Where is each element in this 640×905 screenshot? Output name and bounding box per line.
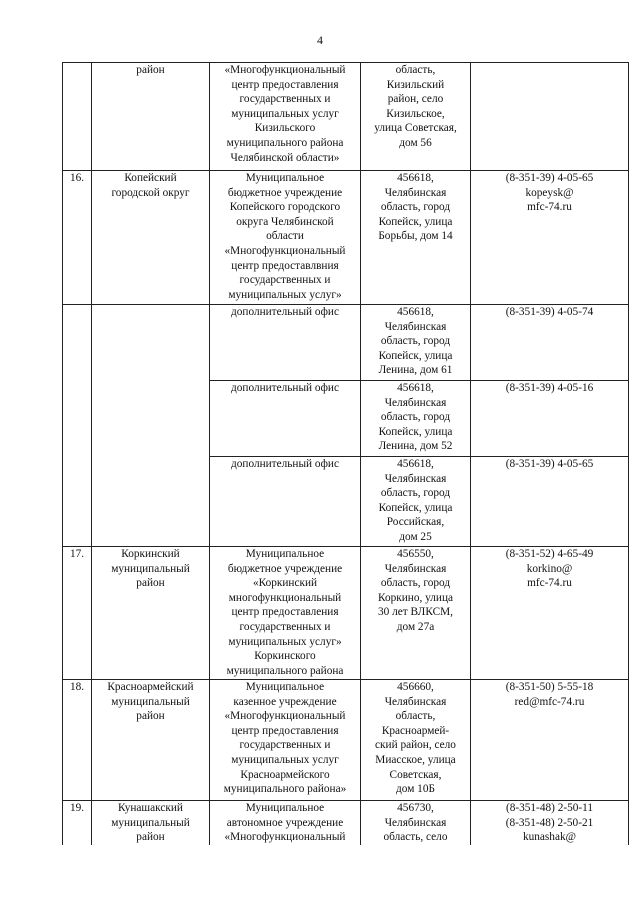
address: 456550, Челябинская область, город Коркино, улица 30 лет ВЛКСМ, дом 27а (361, 547, 471, 680)
organization-name: дополнительный офис (210, 457, 361, 547)
district-name (92, 381, 210, 457)
contact-info (471, 63, 629, 171)
table-row (63, 305, 629, 381)
organization-name: Муниципальное автономное учреждение «Многофункциональный (210, 801, 361, 845)
address: область, Кизильский район, село Кизильское, улица Советская, дом 56 (361, 63, 471, 171)
row-number: 16. (63, 171, 92, 305)
table-row (63, 381, 629, 457)
organization-name: Муниципальное бюджетное учреждение «Коркинский многофункциональный центр предоставления государственных и муниципальных услуг» Коркинского муниципального района (210, 547, 361, 680)
mfc-registry-table (62, 62, 629, 845)
contact-info: (8-351-52) 4-65-49 korkino@ mfc-74.ru (471, 547, 629, 680)
contact-info: (8-351-39) 4-05-65 (471, 457, 629, 547)
address: 456660, Челябинская область, Красноармей- ский район, село Миасское, улица Советская, дом 10Б (361, 680, 471, 801)
contact-info: (8-351-50) 5-55-18 red@mfc-74.ru (471, 680, 629, 801)
table-row (63, 171, 629, 305)
district-name: Кунашакский муниципальный район (92, 801, 210, 845)
table-row (63, 457, 629, 547)
organization-name: «Многофункциональный центр предоставления государственных и муниципальных услуг Кизильского муниципального района Челябинской области» (210, 63, 361, 171)
address: 456730, Челябинская область, село (361, 801, 471, 845)
district-name: Копейский городской округ (92, 171, 210, 305)
district-name (92, 305, 210, 381)
organization-name: Муниципальное казенное учреждение «Многофункциональный центр предоставления государственных и муниципальных услуг Красноармейского муниципального района» (210, 680, 361, 801)
organization-name: Муниципальное бюджетное учреждение Копейского городского округа Челябинской области «Многофункциональный центр предоставлвния государственных и муниципальных услуг» (210, 171, 361, 305)
address: 456618, Челябинская область, город Копейск, улица Ленина, дом 52 (361, 381, 471, 457)
row-number (63, 305, 92, 381)
row-number (63, 381, 92, 457)
row-number (63, 63, 92, 171)
district-name: Красноармейский муниципальный район (92, 680, 210, 801)
row-number (63, 457, 92, 547)
table-row (63, 63, 629, 171)
contact-info: (8-351-39) 4-05-16 (471, 381, 629, 457)
row-number: 19. (63, 801, 92, 845)
row-number: 18. (63, 680, 92, 801)
address: 456618, Челябинская область, город Копейск, улица Российская, дом 25 (361, 457, 471, 547)
table-row (63, 801, 629, 845)
district-name: Коркинский муниципальный район (92, 547, 210, 680)
contact-info: (8-351-39) 4-05-74 (471, 305, 629, 381)
page-number: 4 (317, 33, 323, 47)
organization-name: дополнительный офис (210, 381, 361, 457)
address: 456618, Челябинская область, город Копейск, улица Ленина, дом 61 (361, 305, 471, 381)
row-number: 17. (63, 547, 92, 680)
address: 456618, Челябинская область, город Копейск, улица Борьбы, дом 14 (361, 171, 471, 305)
district-name (92, 457, 210, 547)
contact-info: (8-351-48) 2-50-11 (8-351-48) 2-50-21 kunashak@ (471, 801, 629, 845)
contact-info: (8-351-39) 4-05-65 kopeysk@ mfc-74.ru (471, 171, 629, 305)
table-row (63, 547, 629, 680)
organization-name: дополнительный офис (210, 305, 361, 381)
district-name: район (92, 63, 210, 171)
table-row (63, 680, 629, 801)
